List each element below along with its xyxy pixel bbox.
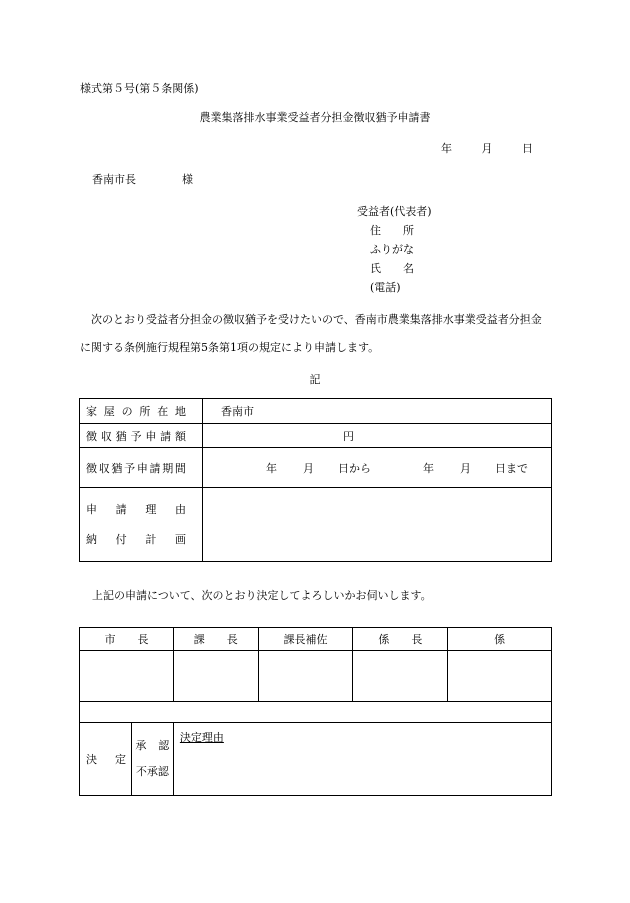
seal-deputy-chief[interactable]	[258, 651, 353, 702]
furigana-label: ふりがな	[370, 243, 414, 256]
header-deputy-chief: 課長補佐	[258, 628, 353, 651]
approve-reject-options[interactable]	[131, 723, 173, 796]
form-number: 様式第５号(第５条関係)	[80, 82, 199, 95]
reason-plan-label	[80, 488, 203, 562]
location-field[interactable]	[203, 399, 552, 424]
header-section-chief: 課 長	[173, 628, 258, 651]
applicant-label: 受益者(代表者)	[357, 205, 432, 218]
address-label: 住 所	[370, 224, 414, 237]
amount-field[interactable]	[203, 424, 552, 448]
phone-label: (電話)	[370, 281, 401, 294]
reason-label: 申 請 理 由	[86, 502, 186, 516]
reject-option[interactable]: 不承認	[135, 765, 169, 778]
seal-section-chief[interactable]	[173, 651, 258, 702]
amount-unit: 円	[343, 429, 354, 443]
confirmation-statement: 上記の申請について、次のとおり決定してよろしいかお伺いします。	[92, 589, 432, 602]
plan-label: 納 付 計 画	[86, 532, 186, 546]
seal-mayor[interactable]	[80, 651, 174, 702]
location-label: 家 屋 の 所 在 地	[80, 399, 203, 424]
decision-reason-field[interactable]	[173, 723, 551, 796]
location-row	[80, 399, 552, 424]
date-day: 日	[522, 142, 533, 155]
ki-heading: 記	[309, 373, 321, 386]
application-statement: 次のとおり受益者分担金の徴収猶予を受けたいので、香南市農業集落排水事業受益者分担金に関する条例施行規程第5条第1項の規定により申請します。	[80, 313, 542, 354]
amount-label: 徴 収 猶 予 申 請 額	[80, 424, 203, 448]
details-table	[79, 398, 552, 562]
period-row	[80, 448, 552, 488]
spacer-row	[80, 702, 552, 723]
approval-table	[79, 627, 552, 796]
application-date	[441, 143, 533, 154]
period-field[interactable]: 年 月 日から 年 月 日まで	[203, 448, 552, 488]
name-label: 氏 名	[370, 262, 414, 275]
date-month: 月	[481, 142, 493, 155]
seal-staff[interactable]	[448, 651, 552, 702]
addressee	[92, 174, 193, 185]
amount-row	[80, 424, 552, 448]
approval-header-row	[80, 628, 552, 651]
page-title: 農業集落排水事業受益者分担金徴収猶予申請書	[199, 111, 431, 124]
reason-plan-field[interactable]	[203, 488, 552, 562]
seal-subsection-chief[interactable]	[353, 651, 448, 702]
addressee-honorific: 様	[182, 173, 193, 186]
approval-seal-row	[80, 651, 552, 702]
header-staff: 係	[448, 628, 552, 651]
approve-option[interactable]: 承 認	[135, 739, 170, 752]
decision-reason-label: 決定理由	[179, 731, 224, 744]
applicant-block	[357, 202, 432, 297]
period-label: 徴 収 猶 予 申 請 期 間	[80, 448, 203, 488]
decision-label: 決 定	[80, 723, 132, 796]
header-mayor: 市 長	[80, 628, 174, 651]
decision-row	[80, 723, 552, 796]
addressee-name: 香南市長	[92, 173, 136, 186]
date-year: 年	[441, 142, 452, 155]
location-value: 香南市	[221, 405, 254, 418]
header-subsection-chief: 係 長	[353, 628, 448, 651]
reason-plan-row	[80, 488, 552, 562]
